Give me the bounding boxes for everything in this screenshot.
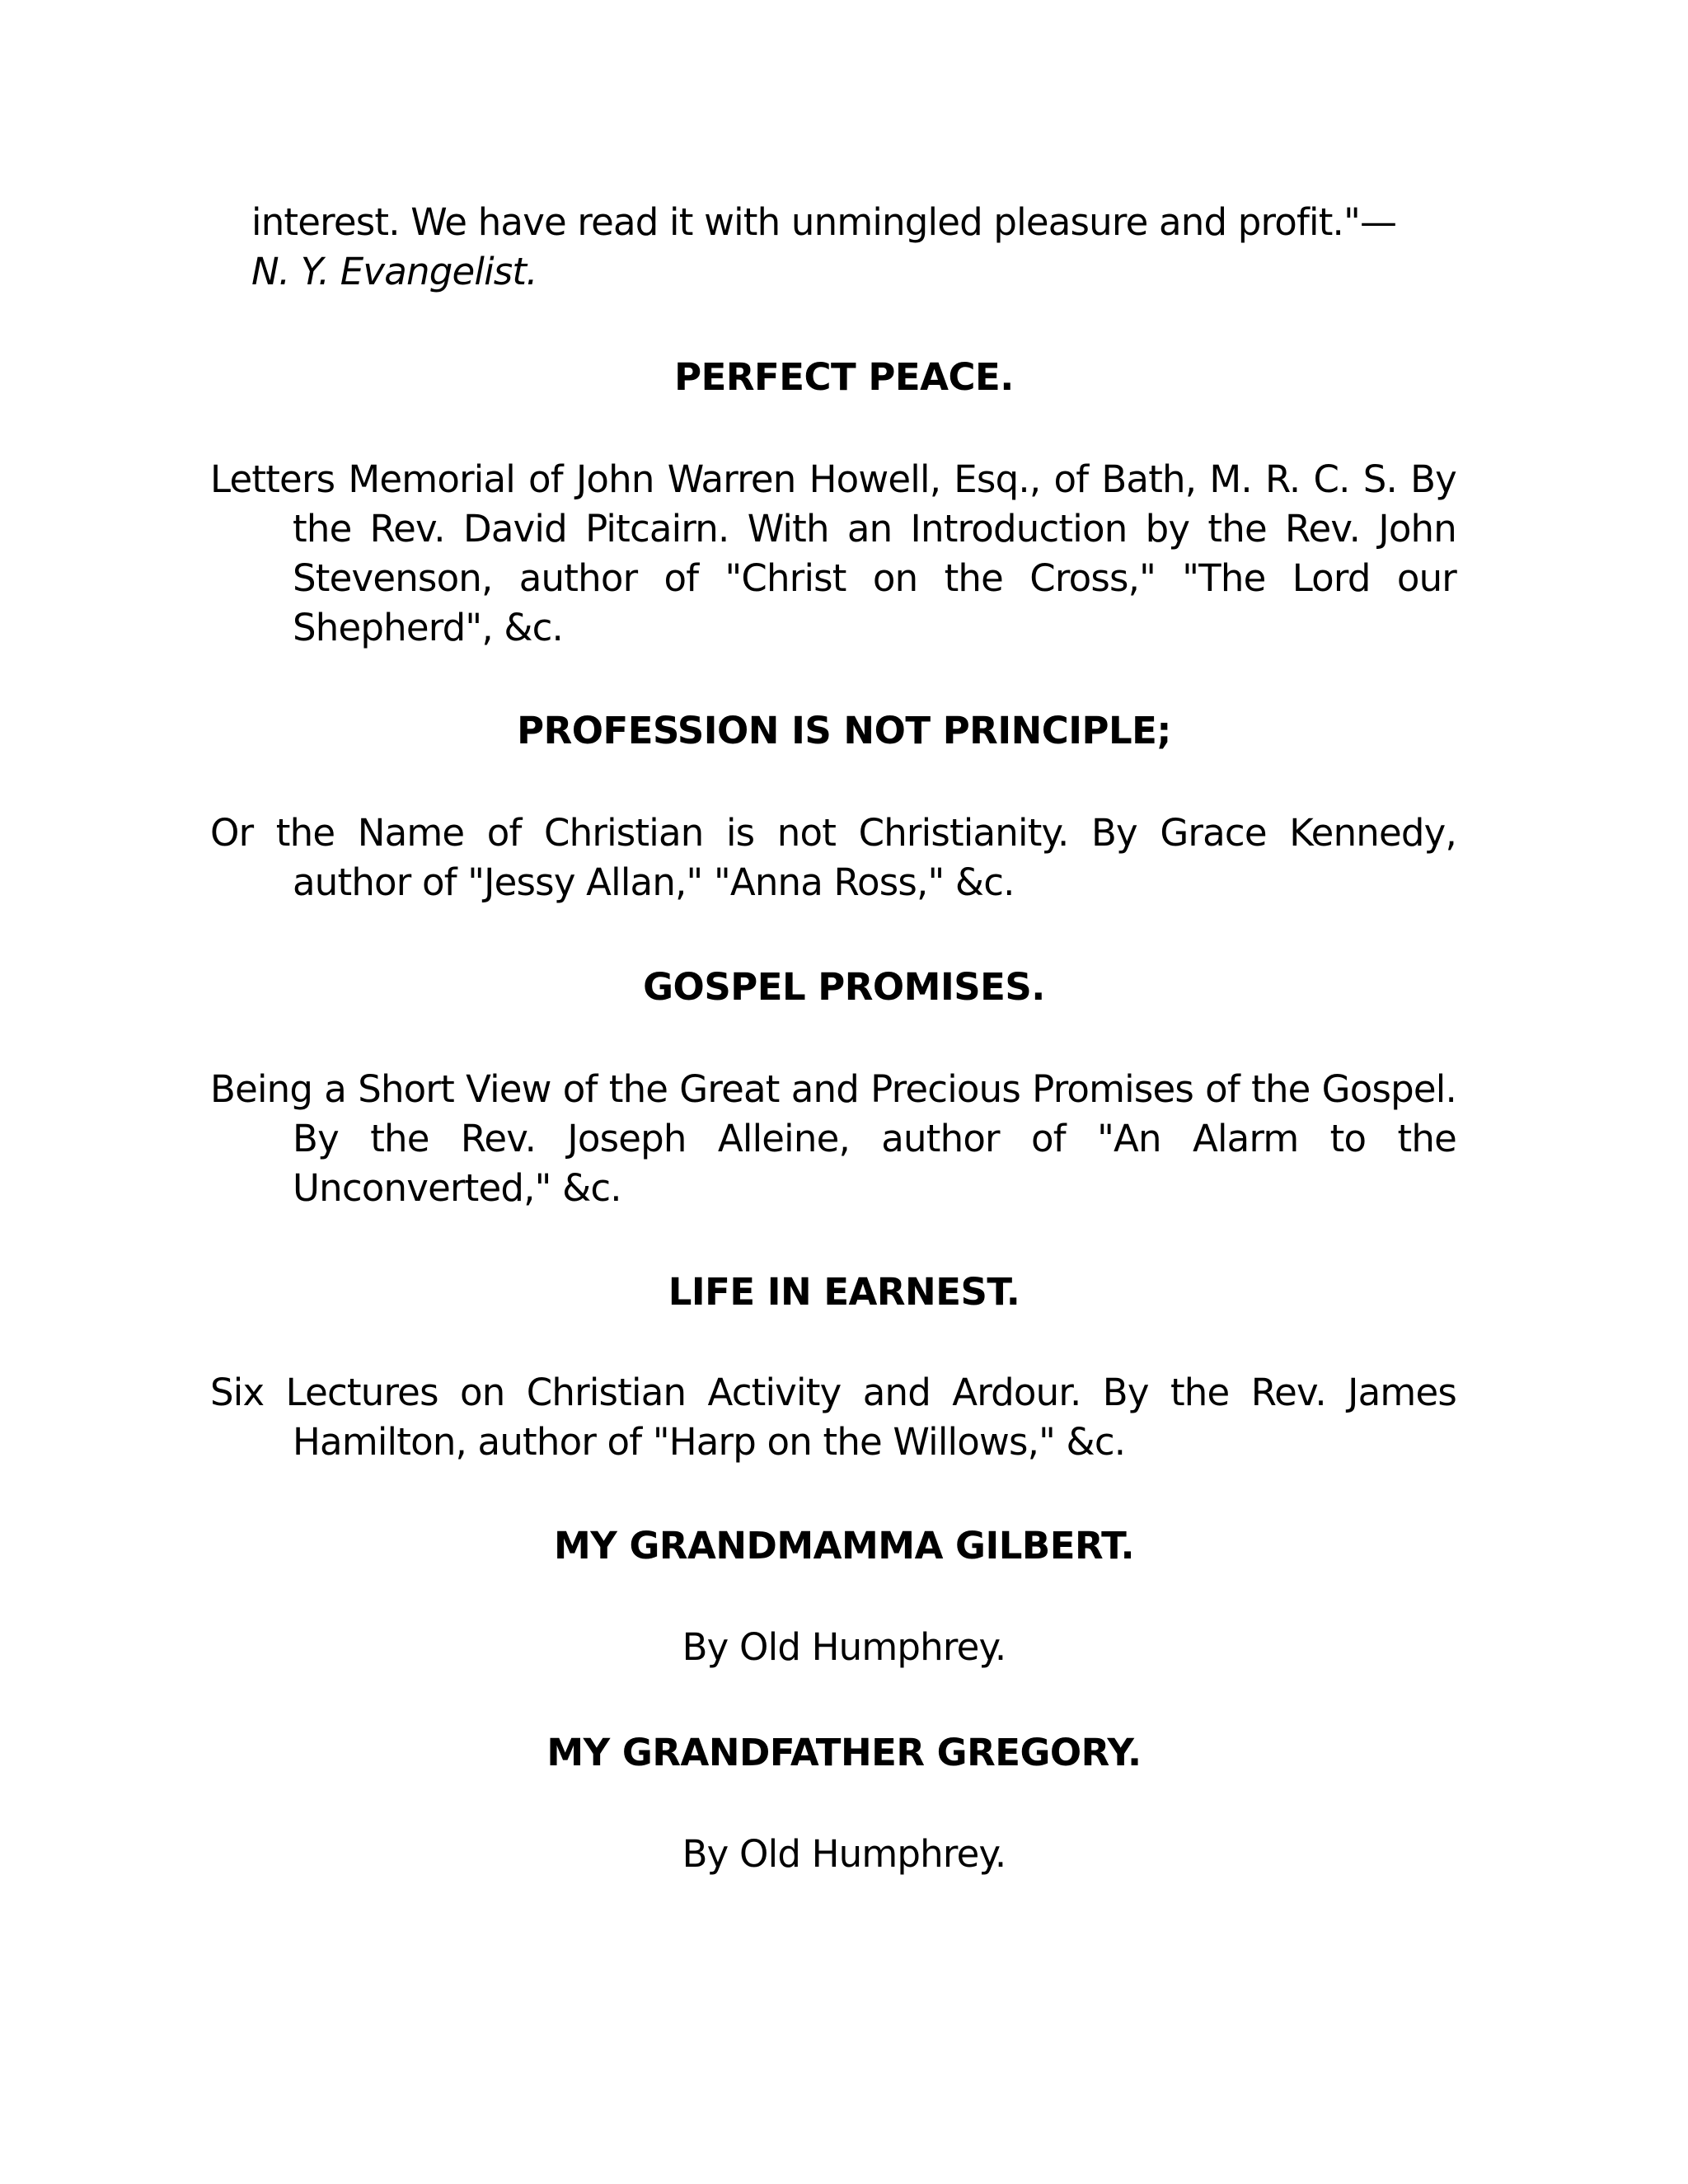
entry-title: PERFECT PEACE. — [674, 355, 1014, 399]
continuation-line: interest. We have read it with unmingled pleasure and profit."— — [251, 200, 1397, 244]
continuation-source: N. Y. Evangelist. — [251, 250, 537, 293]
entry-title: MY GRANDMAMMA GILBERT. — [553, 1524, 1135, 1568]
entry-description: Being a Short View of the Great and Precious Promises of the Gospel. By the Rev. Joseph Alleine, author of "An Alarm to the Unconverted," &c. — [210, 1067, 1456, 1210]
entry-description: Or the Name of Christian is not Christianity. By Grace Kennedy, author of "Jessy Allan," "Anna Ross," &c. — [210, 811, 1456, 904]
entry-title: MY GRANDFATHER GREGORY. — [546, 1731, 1142, 1774]
entry-description: By Old Humphrey. — [682, 1625, 1006, 1669]
entry-description: Letters Memorial of John Warren Howell, Esq., of Bath, M. R. C. S. By the Rev. David Pitcairn. With an Introduction by the Rev. John Stevenson, author of "Christ on the Cross," "The Lord our Shepherd", &c. — [210, 457, 1456, 649]
entry-title: PROFESSION IS NOT PRINCIPLE; — [517, 709, 1171, 752]
entry-title: GOSPEL PROMISES. — [643, 965, 1045, 1009]
entry-description: Six Lectures on Christian Activity and Ardour. By the Rev. James Hamilton, author of "Harp on the Willows," &c. — [210, 1371, 1456, 1464]
continuation-quote — [251, 198, 1488, 297]
entry-title: LIFE IN EARNEST. — [668, 1270, 1020, 1314]
entry-description: By Old Humphrey. — [682, 1832, 1006, 1876]
